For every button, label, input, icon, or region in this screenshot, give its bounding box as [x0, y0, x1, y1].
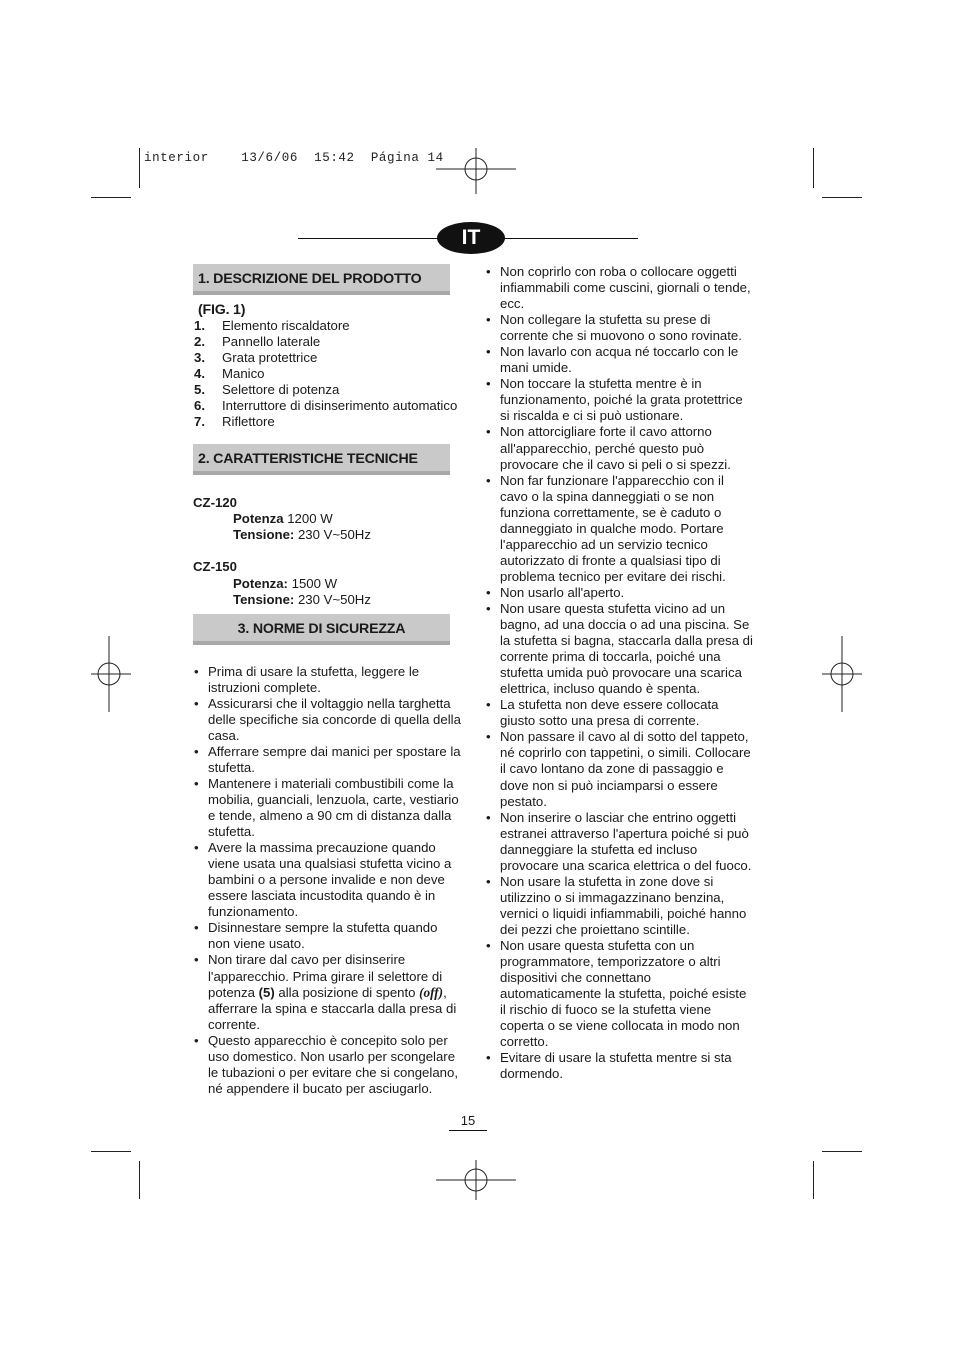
list-item: • Non attorcigliare forte il cavo attorno all'apparecchio, perché questo può provocare che il cavo si peli o si spezzi.: [485, 424, 753, 472]
list-item: • Non passare il cavo al di sotto del tappeto, né coprirlo con tappetini, o simili. Collocare il cavo lontano da zone di passaggio e dove non si può inciamparsi o essere pestato.: [485, 729, 753, 809]
voltage-line: [193, 592, 461, 608]
safety-list-right: [485, 264, 753, 1082]
list-item: [193, 350, 461, 366]
list-item: • Afferrare sempre dai manici per spostare la stufetta.: [193, 744, 461, 776]
power-value: 1200 W: [283, 511, 333, 527]
registration-mark-icon: [822, 636, 862, 712]
list-item: • Avere la massima precauzione quando viene usata una qualsiasi stufetta vicino a bambini o a persone invalide e non deve essere lasciata incustodita quando è in funzionamento.: [193, 840, 461, 920]
list-item: • Non usarlo all'aperto.: [485, 585, 753, 601]
crop-mark: [91, 1151, 131, 1152]
crop-mark: [139, 1161, 140, 1199]
crop-mark: [822, 197, 862, 198]
list-item: [193, 952, 461, 1032]
model-name: CZ-120: [193, 495, 237, 511]
crop-mark: [813, 148, 814, 188]
list-item: • Non far funzionare l'apparecchio con il cavo o la spina danneggiati o se non funziona correttamente, se è caduto o danneggiato in qualche modo. Portare l'apparecchio ad un servizio tecnico autorizzato di fronte a qualsiasi tipo di problema tecnico per evitare dei rischi.: [485, 473, 753, 585]
list-item: [193, 398, 461, 414]
crop-mark: [813, 1161, 814, 1199]
list-item: • Non usare questa stufetta vicino ad un bagno, ad una doccia o ad una piscina. Se la stufetta si bagna, staccarla dalla presa di corrente prima di toccarla, poiché una stufetta umida può provocare una scarica elettrica, incluso quando è spenta.: [485, 601, 753, 697]
registration-mark-icon: [436, 1160, 516, 1200]
list-item: [193, 334, 461, 350]
bullet-text: , afferrare la spina e staccarla dalla presa di corrente.: [208, 984, 457, 1032]
parts-list: [193, 318, 461, 430]
section-title-specs: 2. CARATTERISTICHE TECNICHE: [193, 444, 450, 475]
specs-block: [193, 495, 461, 607]
voltage-value: 230 V~50Hz: [294, 591, 371, 607]
item-number: 5.: [194, 382, 205, 398]
left-column: [193, 264, 461, 1097]
crop-mark: [139, 148, 140, 188]
off-position: (off): [419, 984, 444, 1000]
bullet-text: Non tirare dal cavo per disinserire l'apparecchio. Prima girare il selettore di potenza: [208, 952, 443, 1000]
list-item: • Non collegare la stufetta su prese di corrente che si muovono o sono rovinate.: [485, 312, 753, 344]
list-item: • Non lavarlo con acqua né toccarlo con le mani umide.: [485, 344, 753, 376]
list-item: • Prima di usare la stufetta, leggere le istruzioni complete.: [193, 664, 461, 696]
registration-mark-icon: [91, 636, 131, 712]
item-text: Selettore di potenza: [222, 382, 340, 398]
registration-mark-icon: [436, 148, 516, 194]
power-label: Potenza:: [233, 575, 288, 591]
spec-model-block: [193, 559, 461, 607]
header-rule-right: [502, 238, 638, 239]
item-number: 6.: [194, 398, 205, 414]
voltage-label: Tensione:: [233, 527, 295, 543]
item-number: 4.: [194, 366, 205, 382]
header-rule-left: [298, 238, 440, 239]
list-item: • La stufetta non deve essere collocata giusto sotto una presa di corrente.: [485, 697, 753, 729]
power-value: 1500 W: [287, 575, 338, 591]
list-item: • Questo apparecchio è concepito solo per uso domestico. Non usarlo per scongelare le tubazioni o per evitare che si congelano, né appendere il bucato per asciugarlo.: [193, 1033, 461, 1097]
print-header: interior 13/6/06 15:42 Página 14: [144, 151, 444, 165]
voltage-line: [193, 527, 461, 543]
list-item: • Disinnestare sempre la stufetta quando non viene usato.: [193, 920, 461, 952]
safety-list-left: [193, 664, 461, 1097]
item-number: 7.: [194, 414, 205, 430]
list-item: • Non usare la stufetta in zone dove si utilizzino o si immagazzinano benzina, vernici o liquidi infiammabili, poiché hanno dei pezzi che proiettano scintille.: [485, 874, 753, 938]
selector-ref: (5): [258, 984, 275, 1000]
list-item: [193, 318, 461, 334]
model-name: CZ-150: [193, 559, 237, 575]
item-number: 1.: [194, 318, 205, 333]
right-column: [485, 264, 753, 1082]
voltage-value: 230 V~50Hz: [294, 527, 371, 543]
list-item: [193, 414, 461, 430]
item-text: Riflettore: [222, 414, 275, 430]
crop-mark: [822, 1151, 862, 1152]
item-number: 2.: [194, 334, 205, 350]
crop-mark: [91, 197, 131, 198]
item-text: Manico: [222, 366, 265, 382]
item-text: Interruttore di disinserimento automatico: [222, 398, 458, 414]
list-item: • Non inserire o lasciar che entrino oggetti estranei attraverso l'apertura poiché si può danneggiare la stufetta ed incluso provocare una scarica elettrica o del fuoco.: [485, 810, 753, 874]
power-label: Potenza: [233, 511, 284, 527]
language-badge: IT: [437, 222, 505, 254]
power-line: [193, 576, 461, 592]
power-line: [193, 511, 461, 527]
voltage-label: Tensione:: [233, 591, 295, 607]
item-text: Grata protettrice: [222, 350, 318, 366]
list-item: • Evitare di usare la stufetta mentre si sta dormendo.: [485, 1050, 753, 1082]
item-text: Elemento riscaldatore: [222, 318, 350, 333]
list-item: • Non coprirlo con roba o collocare oggetti infiammabili come cuscini, giornali o tende, ecc.: [485, 264, 753, 312]
list-item: [193, 366, 461, 382]
list-item: • Mantenere i materiali combustibili come la mobilia, guanciali, lenzuola, carte, vestiario e tende, almeno a 90 cm di distanza dalla stufetta.: [193, 776, 461, 840]
item-text: Pannello laterale: [222, 334, 321, 350]
bullet-text: alla posizione di spento: [274, 984, 420, 1000]
list-item: • Assicurarsi che il voltaggio nella targhetta delle specifiche sia concorde di quella della casa.: [193, 696, 461, 744]
section-title-safety: 3. NORME DI SICUREZZA: [193, 614, 450, 645]
list-item: • Non usare questa stufetta con un programmatore, temporizzatore o altri dispositivi che connettano automaticamente la stufetta, poiché esiste il rischio di fuoco se la stufetta viene coperta o se viene collocata in modo non corretto.: [485, 938, 753, 1050]
list-item: [193, 382, 461, 398]
spec-model-block: [193, 495, 461, 543]
item-number: 3.: [194, 350, 205, 366]
section-title-description: 1. DESCRIZIONE DEL PRODOTTO (FIG. 1): [193, 264, 450, 295]
list-item: • Non toccare la stufetta mentre è in funzionamento, poiché la grata protettrice si riscalda e ci si può ustionare.: [485, 376, 753, 424]
page-number: 15: [449, 1112, 487, 1131]
